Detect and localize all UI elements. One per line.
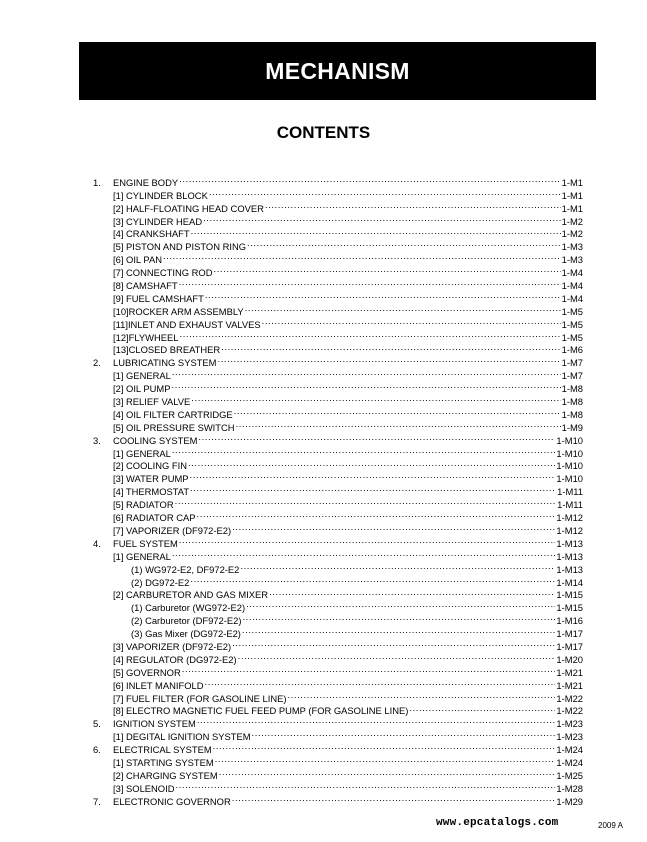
toc-entry-label: [3] WATER PUMP — [113, 473, 189, 485]
dot-leader — [247, 237, 561, 250]
toc-entry-label: [2] OIL PUMP — [113, 383, 171, 395]
section-banner — [79, 42, 596, 100]
toc-entry-label: [13]CLOSED BREATHER — [113, 344, 221, 356]
dot-leader — [188, 457, 555, 470]
toc-entry-page: 1-M11 — [557, 499, 583, 511]
toc-entry-page: 1-M13 — [556, 537, 583, 549]
dot-leader — [214, 263, 561, 276]
toc-entry-page: 1-M12 — [556, 524, 583, 536]
toc-entry-label: ELECTRONIC GOVERNOR — [113, 795, 231, 807]
dot-leader — [163, 250, 561, 263]
dot-leader — [242, 611, 555, 624]
toc-entry-page: 1-M25 — [556, 769, 583, 781]
toc-entry-page: 1-M8 — [561, 396, 583, 408]
dot-leader — [179, 328, 560, 341]
dot-leader — [197, 714, 556, 727]
toc-entry-label: [1] STARTING SYSTEM — [113, 756, 214, 768]
dot-leader — [242, 624, 556, 637]
toc-entry-label: LUBRICATING SYSTEM — [113, 357, 217, 369]
dot-leader — [175, 779, 555, 792]
dot-leader — [172, 547, 556, 560]
dot-leader — [252, 727, 556, 740]
toc-entry-label: [3] SOLENOID — [113, 782, 175, 794]
dot-leader — [238, 650, 556, 663]
dot-leader — [232, 521, 555, 534]
dot-leader — [232, 792, 556, 805]
toc-entry-number: 3. — [93, 434, 101, 446]
toc-entry-page: 1-M13 — [556, 550, 583, 562]
dot-leader — [269, 586, 555, 599]
dot-leader — [219, 766, 556, 779]
toc-entry[interactable] — [93, 173, 583, 186]
dot-leader — [179, 173, 561, 186]
toc-entry-page: 1-M17 — [556, 628, 583, 640]
toc-entry-label: [5] RADIATOR — [113, 499, 174, 511]
toc-entry-page: 1-M8 — [561, 383, 583, 395]
toc-entry-label: (2) Carburetor (DF972-E2) — [131, 615, 242, 627]
dot-leader — [234, 405, 561, 418]
toc-entry-page: 1-M10 — [556, 447, 583, 459]
dot-leader — [179, 534, 556, 547]
toc-entry-page: 1-M13 — [556, 563, 583, 575]
dot-leader — [205, 289, 561, 302]
toc-entry-label: IGNITION SYSTEM — [113, 718, 196, 730]
dot-leader — [409, 702, 555, 715]
dot-leader — [179, 276, 561, 289]
toc-entry-label: [10]ROCKER ARM ASSEMBLY — [113, 305, 244, 317]
toc-entry-page: 1-M14 — [556, 576, 583, 588]
toc-entry-label: [1] GENERAL — [113, 550, 171, 562]
toc-entry-page: 1-M1 — [561, 176, 583, 188]
dot-leader — [213, 740, 556, 753]
toc-entry-page: 1-M9 — [561, 421, 583, 433]
toc-entry-number: 4. — [93, 537, 101, 549]
toc-entry-label: [8] CAMSHAFT — [113, 280, 178, 292]
toc-entry-page: 1-M11 — [557, 486, 583, 498]
section-title: MECHANISM — [265, 57, 410, 84]
toc-entry-label: [2] HALF-FLOATING HEAD COVER — [113, 202, 264, 214]
dot-leader — [198, 431, 555, 444]
toc-entry-label: [7] FUEL FILTER (FOR GASOLINE LINE) — [113, 692, 287, 704]
toc-entry-label: [12]FLYWHEEL — [113, 331, 179, 343]
toc-entry-page: 1-M16 — [556, 615, 583, 627]
toc-entry-label: [2] COOLING FIN — [113, 460, 187, 472]
toc-entry-page: 1-M17 — [556, 640, 583, 652]
dot-leader — [191, 392, 560, 405]
dot-leader — [236, 418, 561, 431]
toc-entry-page: 1-M7 — [561, 357, 583, 369]
toc-entry-label: [3] VAPORIZER (DF972-E2) — [113, 640, 232, 652]
toc-entry[interactable] — [93, 263, 583, 279]
toc-entry-label: [6] RADIATOR CAP — [113, 512, 196, 524]
toc-entry-number: 2. — [93, 357, 101, 369]
toc-entry-label: [8] ELECTRO MAGNETIC FUEL FEED PUMP (FOR GASOLINE LINE) — [113, 705, 409, 717]
toc-entry-label: [3] CYLINDER HEAD — [113, 215, 203, 227]
toc-entry-page: 1-M4 — [561, 267, 583, 279]
toc-entry-label: [3] RELIEF VALVE — [113, 396, 191, 408]
toc-entry-page: 1-M3 — [561, 254, 583, 266]
toc-entry-label: [6] INLET MANIFOLD — [113, 679, 204, 691]
toc-entry-label: ENGINE BODY — [113, 176, 179, 188]
dot-leader — [287, 689, 555, 702]
toc-entry-page: 1-M21 — [556, 666, 583, 678]
dot-leader — [191, 225, 561, 238]
dot-leader — [196, 508, 555, 521]
toc-entry-page: 1-M1 — [561, 202, 583, 214]
toc-entry-page: 1-M15 — [556, 589, 583, 601]
dot-leader — [240, 560, 555, 573]
dot-leader — [182, 663, 556, 676]
toc-entry-page: 1-M5 — [561, 318, 583, 330]
footer-date: 2009 A — [598, 821, 623, 830]
toc-entry-label: [5] PISTON AND PISTON RING — [113, 241, 247, 253]
toc-entry-label: [9] FUEL CAMSHAFT — [113, 292, 204, 304]
toc-entry-page: 1-M12 — [556, 512, 583, 524]
dot-leader — [265, 199, 561, 212]
toc-entry-page: 1-M10 — [556, 473, 583, 485]
dot-leader — [209, 186, 561, 199]
toc-entry-page: 1-M2 — [561, 215, 583, 227]
dot-leader — [246, 598, 555, 611]
dot-leader — [232, 637, 555, 650]
toc-entry-page: 1-M2 — [561, 228, 583, 240]
toc-entry-label: FUEL SYSTEM — [113, 537, 178, 549]
toc-entry-page: 1-M15 — [556, 602, 583, 614]
toc-entry-number: 7. — [93, 795, 101, 807]
toc-entry-label: [2] CHARGING SYSTEM — [113, 769, 218, 781]
contents-heading: CONTENTS — [276, 123, 371, 142]
dot-leader — [171, 379, 560, 392]
dot-leader — [190, 573, 555, 586]
toc-entry-label: [4] OIL FILTER CARTRIDGE — [113, 408, 233, 420]
dot-leader — [172, 366, 561, 379]
toc-entry-label: [4] THERMOSTAT — [113, 486, 190, 498]
toc-entry-label: (3) Gas Mixer (DG972-E2) — [131, 628, 241, 640]
toc-entry-page: 1-M21 — [556, 679, 583, 691]
dot-leader — [221, 341, 560, 354]
toc-entry-label: (1) Carburetor (WG972-E2) — [131, 602, 246, 614]
toc-entry-label: [4] CRANKSHAFT — [113, 228, 190, 240]
toc-entry-page: 1-M23 — [556, 718, 583, 730]
toc-entry-label: [5] OIL PRESSURE SWITCH — [113, 421, 235, 433]
dot-leader — [215, 753, 556, 766]
toc-entry-label: [7] VAPORIZER (DF972-E2) — [113, 524, 232, 536]
toc-entry-page: 1-M10 — [556, 460, 583, 472]
watermark-text: www.epcatalogs.com — [436, 817, 559, 829]
toc-entry-page: 1-M1 — [561, 189, 583, 201]
toc-entry-page: 1-M24 — [556, 744, 583, 756]
toc-entry-page: 1-M5 — [561, 331, 583, 343]
toc-entry-label: [1] GENERAL — [113, 370, 171, 382]
toc-entry-page: 1-M20 — [556, 653, 583, 665]
toc-entry-label: [7] CONNECTING ROD — [113, 267, 213, 279]
toc-entry-page: 1-M8 — [561, 408, 583, 420]
toc-entry-number: 5. — [93, 718, 101, 730]
toc-entry-page: 1-M3 — [561, 241, 583, 253]
toc-entry-label: [4] REGULATOR (DG972-E2) — [113, 653, 237, 665]
toc-entry-page: 1-M10 — [556, 434, 583, 446]
toc-entry-page: 1-M5 — [561, 305, 583, 317]
toc-entry-label: [1] DEGITAL IGNITION SYSTEM — [113, 731, 251, 743]
dot-leader — [203, 212, 561, 225]
toc-entry-page: 1-M22 — [556, 705, 583, 717]
toc-entry-number: 1. — [93, 176, 101, 188]
dot-leader — [204, 676, 555, 689]
toc-entry-page: 1-M24 — [556, 756, 583, 768]
dot-leader — [218, 353, 561, 366]
toc-entry-number: 6. — [93, 744, 101, 756]
toc-entry-label: [1] GENERAL — [113, 447, 171, 459]
toc-entry-page: 1-M7 — [561, 370, 583, 382]
toc-entry-page: 1-M23 — [556, 731, 583, 743]
toc-entry-label: [11]INLET AND EXHAUST VALVES — [113, 318, 261, 330]
toc-entry-label: ELECTRICAL SYSTEM — [113, 744, 212, 756]
dot-leader — [245, 302, 561, 315]
toc-entry-page: 1-M6 — [561, 344, 583, 356]
dot-leader — [175, 495, 557, 508]
toc-entry-page: 1-M4 — [561, 280, 583, 292]
toc-entry-label: (1) WG972-E2, DF972-E2 — [131, 563, 240, 575]
toc-entry-label: [6] OIL PAN — [113, 254, 162, 266]
toc-entry-label: COOLING SYSTEM — [113, 434, 198, 446]
toc-entry-label: [5] GOVERNOR — [113, 666, 181, 678]
toc-entry-label: [1] CYLINDER BLOCK — [113, 189, 208, 201]
toc-entry-label: (2) DG972-E2 — [131, 576, 190, 588]
toc-entry-label: [2] CARBURETOR AND GAS MIXER — [113, 589, 269, 601]
dot-leader — [190, 482, 556, 495]
dot-leader — [172, 444, 556, 457]
toc-entry-page: 1-M22 — [556, 692, 583, 704]
toc-entry-page: 1-M28 — [556, 782, 583, 794]
toc-entry[interactable] — [93, 250, 583, 266]
dot-leader — [190, 469, 556, 482]
toc-entry-page: 1-M29 — [556, 795, 583, 807]
table-of-contents — [93, 173, 583, 805]
toc-entry-page: 1-M4 — [561, 292, 583, 304]
dot-leader — [262, 315, 561, 328]
